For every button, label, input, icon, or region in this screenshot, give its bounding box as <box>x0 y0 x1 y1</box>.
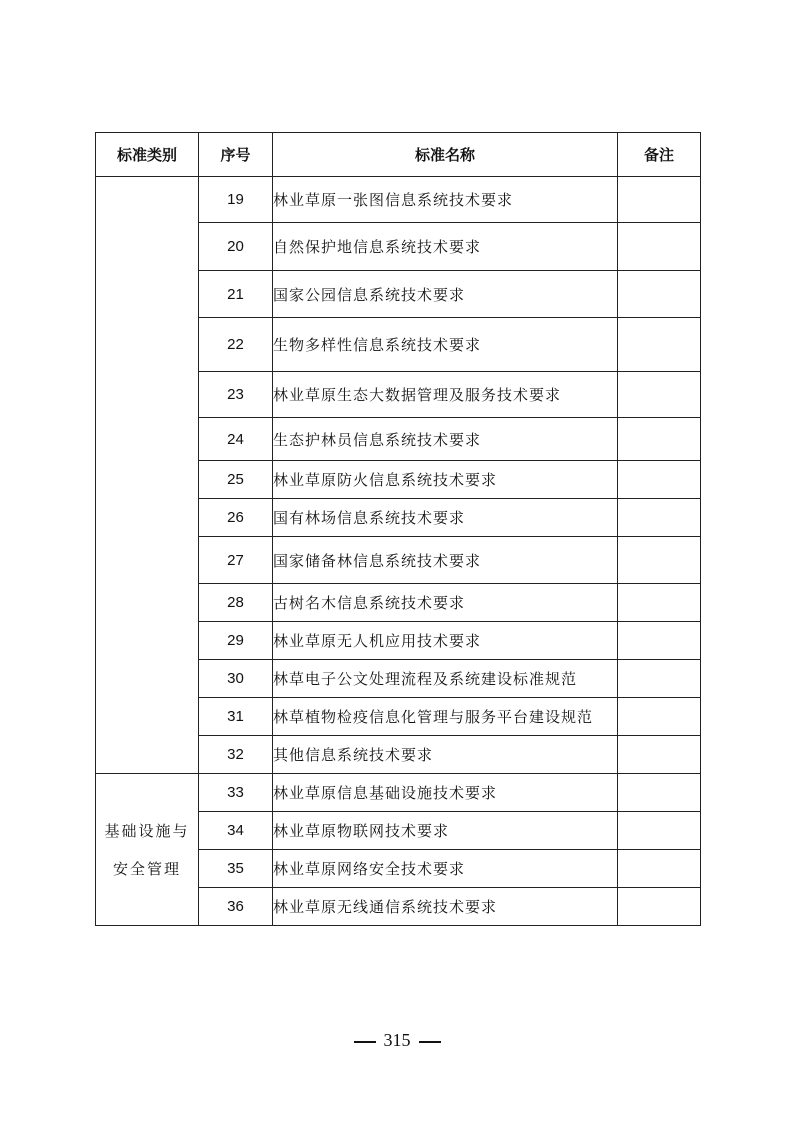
seq-cell: 20 <box>199 223 273 271</box>
remark-cell <box>618 537 701 584</box>
table-row <box>96 177 701 223</box>
seq-cell: 23 <box>199 372 273 418</box>
name-cell: 国家公园信息系统技术要求 <box>273 271 618 318</box>
name-cell: 林草植物检疫信息化管理与服务平台建设规范 <box>273 698 618 736</box>
name-cell: 林业草原生态大数据管理及服务技术要求 <box>273 372 618 418</box>
seq-cell: 27 <box>199 537 273 584</box>
name-cell: 林草电子公文处理流程及系统建设标准规范 <box>273 660 618 698</box>
seq-cell: 21 <box>199 271 273 318</box>
name-cell: 林业草原信息基础设施技术要求 <box>273 774 618 812</box>
remark-cell <box>618 418 701 461</box>
name-cell: 林业草原防火信息系统技术要求 <box>273 461 618 499</box>
name-cell: 古树名木信息系统技术要求 <box>273 584 618 622</box>
remark-cell <box>618 177 701 223</box>
table-header-row <box>96 133 701 177</box>
remark-cell <box>618 774 701 812</box>
name-cell: 其他信息系统技术要求 <box>273 736 618 774</box>
remark-cell <box>618 812 701 850</box>
seq-cell: 29 <box>199 622 273 660</box>
remark-cell <box>618 850 701 888</box>
dash-right <box>419 1041 441 1043</box>
header-category: 标准类别 <box>96 133 199 177</box>
name-cell: 生态护林员信息系统技术要求 <box>273 418 618 461</box>
page-footer <box>0 1030 794 1051</box>
standards-table <box>95 132 701 926</box>
remark-cell <box>618 271 701 318</box>
table-row <box>96 774 701 812</box>
category-cell <box>96 177 199 774</box>
remark-cell <box>618 372 701 418</box>
remark-cell <box>618 698 701 736</box>
seq-cell: 24 <box>199 418 273 461</box>
remark-cell <box>618 888 701 926</box>
header-seq: 序号 <box>199 133 273 177</box>
category-line: 基础设施与 <box>104 821 190 840</box>
dash-left <box>354 1041 376 1043</box>
seq-cell: 31 <box>199 698 273 736</box>
remark-cell <box>618 660 701 698</box>
remark-cell <box>618 318 701 372</box>
remark-cell <box>618 499 701 537</box>
category-line: 安全管理 <box>112 859 181 878</box>
header-name: 标准名称 <box>273 133 618 177</box>
category-cell <box>96 774 199 926</box>
name-cell: 自然保护地信息系统技术要求 <box>273 223 618 271</box>
remark-cell <box>618 223 701 271</box>
name-cell: 生物多样性信息系统技术要求 <box>273 318 618 372</box>
seq-cell: 19 <box>199 177 273 223</box>
header-remark: 备注 <box>618 133 701 177</box>
seq-cell: 26 <box>199 499 273 537</box>
seq-cell: 34 <box>199 812 273 850</box>
seq-cell: 22 <box>199 318 273 372</box>
seq-cell: 30 <box>199 660 273 698</box>
name-cell: 国家储备林信息系统技术要求 <box>273 537 618 584</box>
remark-cell <box>618 622 701 660</box>
name-cell: 林业草原无人机应用技术要求 <box>273 622 618 660</box>
seq-cell: 35 <box>199 850 273 888</box>
seq-cell: 25 <box>199 461 273 499</box>
name-cell: 林业草原无线通信系统技术要求 <box>273 888 618 926</box>
seq-cell: 36 <box>199 888 273 926</box>
remark-cell <box>618 461 701 499</box>
seq-cell: 32 <box>199 736 273 774</box>
name-cell: 林业草原一张图信息系统技术要求 <box>273 177 618 223</box>
seq-cell: 33 <box>199 774 273 812</box>
page-number: 315 <box>383 1030 411 1050</box>
remark-cell <box>618 584 701 622</box>
seq-cell: 28 <box>199 584 273 622</box>
name-cell: 林业草原网络安全技术要求 <box>273 850 618 888</box>
remark-cell <box>618 736 701 774</box>
name-cell: 国有林场信息系统技术要求 <box>273 499 618 537</box>
name-cell: 林业草原物联网技术要求 <box>273 812 618 850</box>
